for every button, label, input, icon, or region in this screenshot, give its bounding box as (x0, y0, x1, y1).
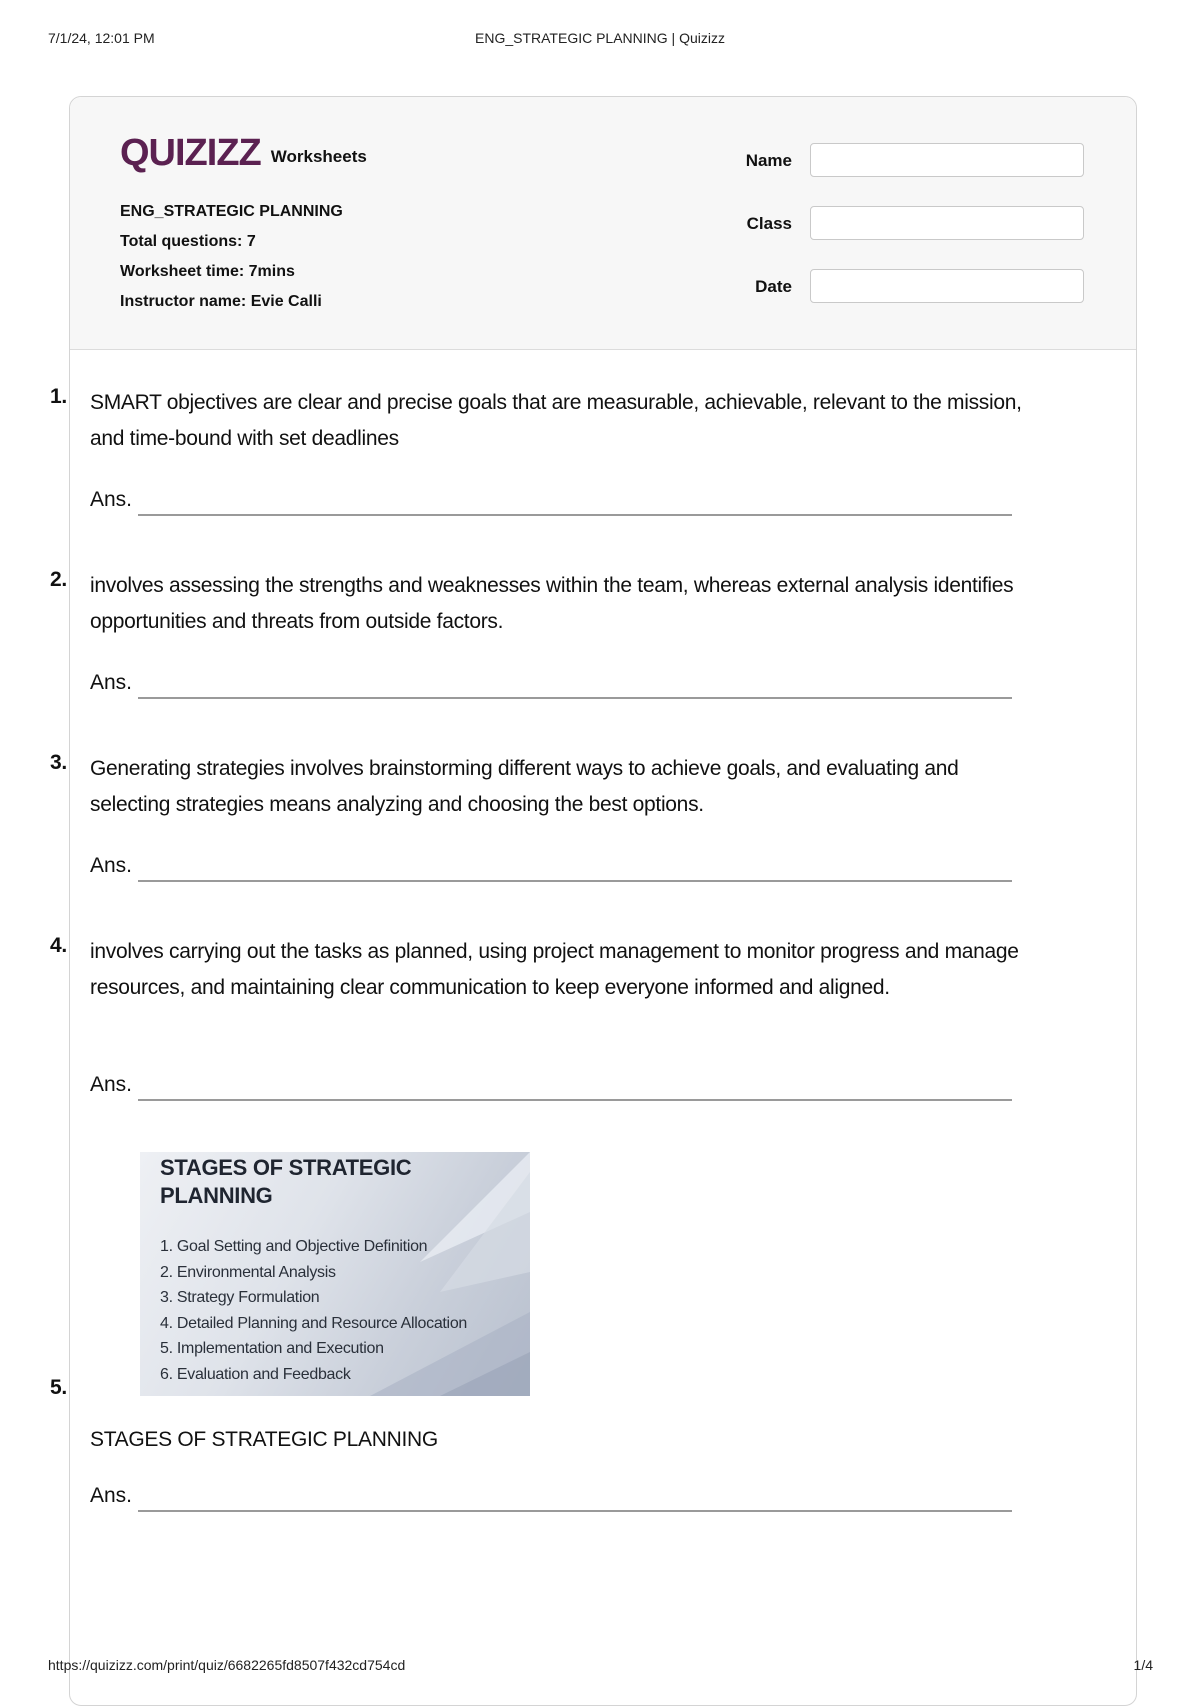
stages-title: STAGES OF STRATEGIC PLANNING (160, 1155, 412, 1208)
stage-item: 2. Environmental Analysis (160, 1263, 336, 1281)
question-number: 3. (50, 751, 67, 774)
answer-line[interactable] (138, 697, 1012, 699)
instructor-name: Instructor name: Evie Calli (120, 293, 322, 310)
worksheet-title: ENG_STRATEGIC PLANNING (120, 203, 343, 220)
class-field[interactable] (810, 206, 1084, 240)
answer-2 (90, 671, 1012, 701)
answer-3 (90, 854, 1012, 884)
answer-line[interactable] (138, 514, 1012, 516)
class-row (710, 206, 1090, 242)
print-header (0, 30, 1200, 50)
name-row (710, 143, 1090, 179)
worksheet-time: Worksheet time: 7mins (120, 263, 295, 280)
stage-item: 5. Implementation and Execution (160, 1340, 384, 1357)
student-fields (710, 143, 1090, 332)
name-label: Name (745, 151, 792, 170)
answer-label: Ans. (90, 854, 133, 877)
class-label: Class (746, 214, 792, 233)
answer-line[interactable] (138, 1099, 1012, 1101)
name-field[interactable] (810, 143, 1084, 177)
question-text: SMART objectives are clear and precise goals that are measurable, achievable, relevant to the mission, and time-bound with set deadlines (90, 391, 1022, 450)
question-text: Generating strategies involves brainstorming different ways to achieve goals, and evaluating and selecting strategies means analyzing and choosing the best options. (90, 757, 959, 816)
date-row (710, 269, 1090, 305)
date-field[interactable] (810, 269, 1084, 303)
print-title: ENG_STRATEGIC PLANNING | Quizizz (475, 30, 725, 46)
quizizz-logo (120, 133, 367, 173)
question-text: STAGES OF STRATEGIC PLANNING (90, 1428, 438, 1451)
print-footer (0, 1657, 1200, 1677)
answer-line[interactable] (138, 1510, 1012, 1512)
logo-product: Worksheets (270, 147, 367, 166)
answer-label: Ans. (90, 488, 133, 511)
worksheet-card (69, 96, 1137, 1706)
question-text: involves assessing the strengths and weaknesses within the team, whereas external analysis identifies opportunities and threats from outside factors. (90, 574, 1014, 633)
worksheet-meta (120, 197, 343, 317)
print-url: https://quizizz.com/print/quiz/6682265fd8507f432cd754cd (48, 1657, 406, 1673)
stages-image (140, 1152, 530, 1396)
stage-item: 1. Goal Setting and Objective Definition (160, 1238, 428, 1255)
worksheet-header (70, 97, 1136, 350)
total-questions: Total questions: 7 (120, 233, 256, 250)
answer-1 (90, 488, 1012, 518)
page-number: 1/4 (1133, 1657, 1153, 1673)
stage-item: 4. Detailed Planning and Resource Allocation (160, 1314, 468, 1332)
answer-line[interactable] (138, 880, 1012, 882)
question-text: involves carrying out the tasks as planned, using project management to monitor progress and manage resources, and maintaining clear communication to keep everyone informed and aligned. (90, 940, 1019, 999)
answer-4 (90, 1073, 1012, 1103)
question-number: 5. (50, 1376, 67, 1399)
answer-label: Ans. (90, 1484, 133, 1507)
answer-label: Ans. (90, 1073, 133, 1096)
answer-label: Ans. (90, 671, 133, 694)
answer-5 (90, 1484, 1012, 1514)
stage-item: 3. Strategy Formulation (160, 1289, 320, 1306)
stages-list (160, 1234, 467, 1387)
question-number: 1. (50, 385, 67, 408)
stage-item: 6. Evaluation and Feedback (160, 1365, 351, 1383)
date-label: Date (755, 277, 792, 296)
logo-wordmark: QUIZIZZ (120, 132, 261, 174)
print-date: 7/1/24, 12:01 PM (48, 30, 155, 46)
question-5 (50, 1152, 1030, 1402)
question-number: 2. (50, 568, 67, 591)
question-number: 4. (50, 934, 67, 957)
